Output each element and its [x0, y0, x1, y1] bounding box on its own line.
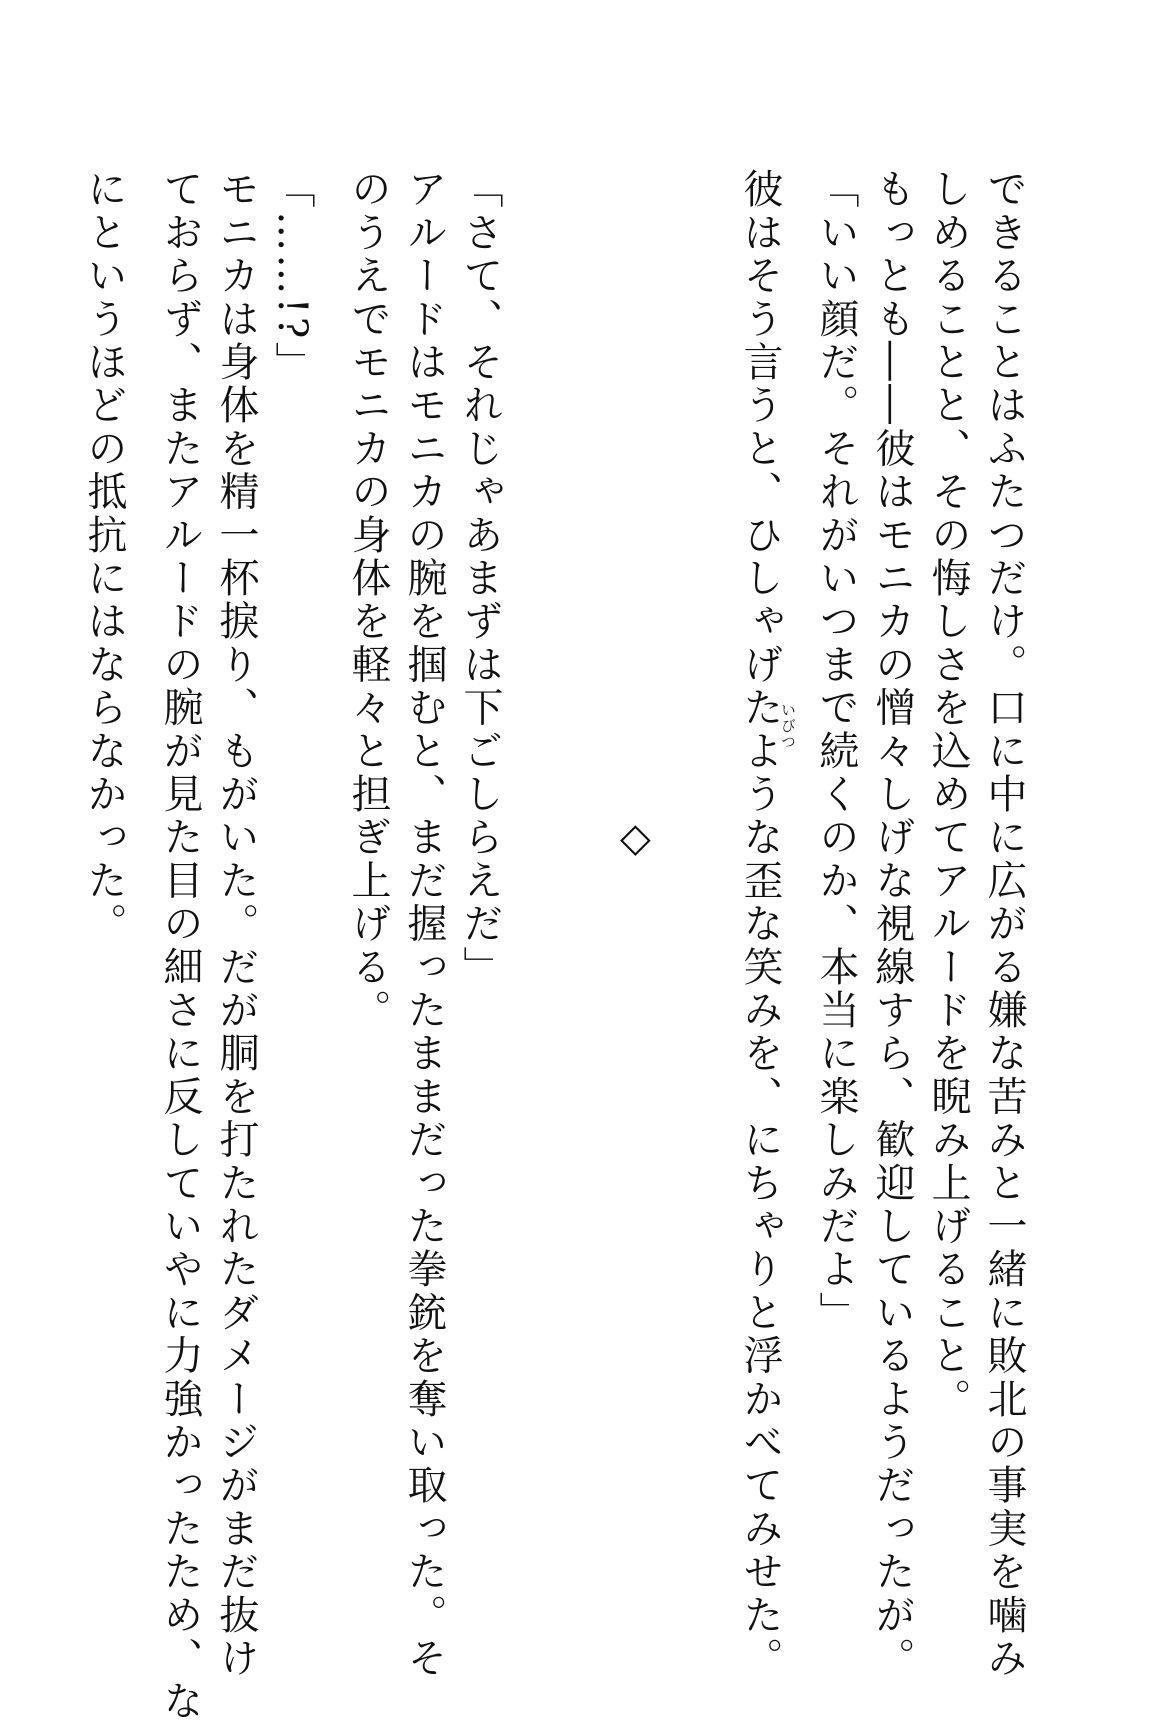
dialogue-line: 「いい顔だ。それがいつまで続くのか、本当に楽しみだよ」 [813, 168, 859, 1335]
dialogue-line: 「……!?」 [269, 168, 315, 385]
text-line: しめることと、その悔しさを込めてアルードを睨み上げること。 [925, 168, 971, 1421]
scene-separator: ◇ [620, 815, 651, 861]
text-line: できることはふたつだけ。口に中に広がる嫌な苦みと一緒に敗北の事実を噛み [981, 168, 1027, 1680]
text-line: アルードはモニカの腕を掴むと、まだ握ったままだった拳銃を奪い取った。そ [401, 168, 447, 1680]
text-line: もっとも――彼はモニカの憎々しげな視線すら、歓迎しているようだったが。 [869, 168, 915, 1680]
text-line: 彼はそう言うと、ひしゃげたような歪な笑みを、にちゃりと浮かべてみせた。 [737, 168, 783, 1680]
dialogue-line: 「さて、それじゃあまずは下ごしらえだ」 [457, 168, 503, 989]
text-line: のうえでモニカの身体を軽々と担ぎ上げる。 [345, 168, 391, 1032]
text-line: にというほどの抵抗にはならなかった。 [81, 168, 127, 946]
text-line: ておらず、またアルードの腕が見た目の細さに反していやに力強かったため、な [157, 168, 203, 1723]
text-line: モニカは身体を精一杯捩り、もがいた。だが胴を打たれたダメージがまだ抜け [213, 168, 259, 1680]
ruby-annotation: いびつ [779, 702, 797, 750]
